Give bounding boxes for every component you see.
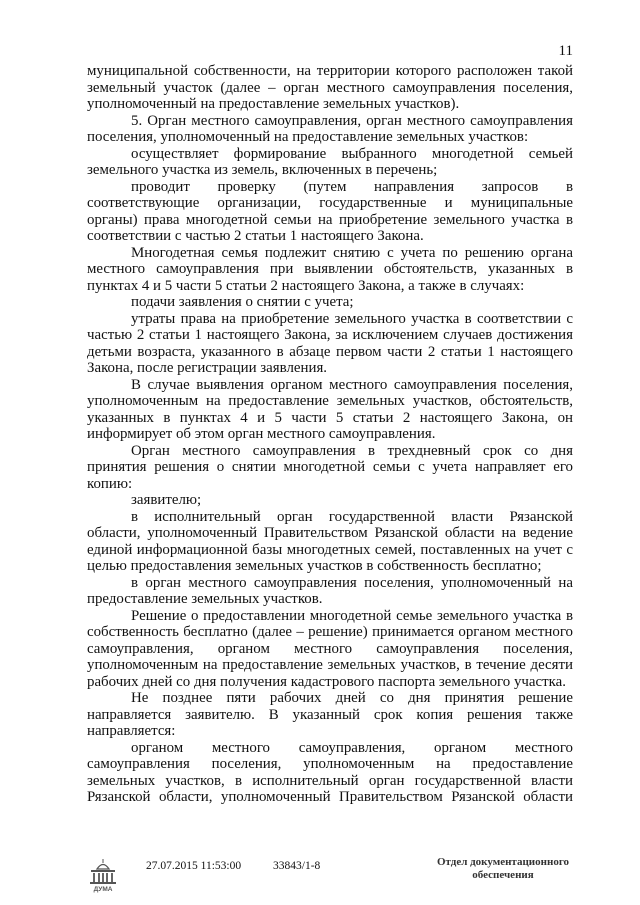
- text-line: Многодетная семья подлежит снятию с учета по решению органа: [131, 244, 573, 261]
- text-line: 5. Орган местного самоуправления, орган местного самоуправления: [131, 112, 573, 129]
- text-line: Решение о предоставлении многодетной семье земельного участка в: [131, 607, 573, 624]
- text-line: направляется:: [87, 723, 176, 739]
- text-line: пунктах 4 и 5 части 5 статьи 2 настоящего Закона, а также в случаях:: [87, 277, 525, 294]
- text-line: соответствующие организации, государственные и муниципальные: [87, 195, 573, 211]
- footer-reg-number: 33843/1-8: [273, 860, 321, 872]
- text-line: направляется заявителю. В указанный срок копия решения также: [87, 706, 573, 723]
- text-line: самоуправления поселения, уполномоченным на предоставление: [87, 756, 573, 772]
- text-line: Не позднее пяти рабочих дней со дня принятия решение: [131, 690, 573, 706]
- text-line: уполномоченным на предоставление земельных участков, в течение десяти: [87, 657, 573, 673]
- text-line: рабочих дней со дня получения кадастрового паспорта земельного участка.: [87, 673, 566, 690]
- text-line: уполномоченным на предоставление земельных участков, обстоятельств,: [87, 393, 573, 409]
- text-line: самоуправления, органом местного самоуправления поселения,: [87, 640, 573, 657]
- text-line: подачи заявления о снятии с учета;: [131, 294, 354, 310]
- text-line: области, уполномоченный Правительством Рязанской области на ведение: [87, 525, 573, 541]
- logo-text: ДУМА: [93, 886, 113, 893]
- text-line: поселения, уполномоченный на предоставление земельных участков:: [87, 129, 529, 145]
- document-body: [87, 63, 573, 806]
- text-line: собственность бесплатно (далее – решение) принимается органом местного: [87, 624, 573, 640]
- text-line: земельных участков, в исполнительный орган государственной власти: [87, 772, 573, 789]
- text-line: органом местного самоуправления, органом местного: [131, 739, 573, 756]
- text-line: в орган местного самоуправления поселения, уполномоченный на: [131, 574, 573, 591]
- text-line: проводит проверку (путем направления запросов в: [131, 178, 573, 195]
- text-line: указанных в пунктах 4 и 5 части 5 статьи 2 настоящего Закона, он: [87, 409, 573, 426]
- text-line: Рязанской области, уполномоченный Правительством Рязанской области: [87, 789, 573, 805]
- text-line: соответствии с частью 2 статьи 1 настоящего Закона.: [87, 228, 424, 244]
- text-line: Закона, после регистрации заявления.: [87, 360, 328, 376]
- text-line: детьми возраста, указанного в абзаце первом части 2 статьи 1 настоящего: [87, 343, 573, 360]
- text-line: предоставление земельных участков.: [87, 591, 323, 607]
- text-line: осуществляет формирование выбранного многодетной семьей: [131, 145, 573, 162]
- text-line: земельного участка из земель, включенных в перечень;: [87, 162, 438, 178]
- text-line: единой информационной базы многодетных семей, поставленных на учет с: [87, 541, 573, 558]
- text-line: местного самоуправления при выявлении обстоятельств, указанных в: [87, 261, 573, 277]
- text-line: Орган местного самоуправления в трехдневный срок со дня: [131, 442, 573, 459]
- text-line: муниципальной собственности, на территории которого расположен такой: [87, 63, 573, 79]
- text-line: частью 2 статьи 1 настоящего Закона, за исключением случаев достижения: [87, 327, 573, 343]
- text-line: утраты права на приобретение земельного участка в соответствии с: [131, 310, 573, 327]
- text-line: уполномоченный на предоставление земельных участков).: [87, 96, 460, 112]
- text-line: в исполнительный орган государственной власти Рязанской: [131, 508, 573, 525]
- page-number: 11: [558, 43, 573, 59]
- text-line: копию:: [87, 475, 133, 492]
- text-line: целью предоставления земельных участков в собственность бесплатно;: [87, 558, 542, 574]
- text-line: информирует об этом орган местного самоуправления.: [87, 426, 436, 442]
- text-line: В случае выявления органом местного самоуправления поселения,: [131, 376, 573, 393]
- footer-department: Отдел документационного обеспечения: [436, 856, 570, 881]
- text-line: земельный участок (далее – орган местного самоуправления поселения,: [87, 79, 573, 96]
- text-line: органы) права многодетной семьи на приобретение земельного участка в: [87, 211, 573, 228]
- footer-datetime: 27.07.2015 11:53:00: [146, 860, 242, 872]
- text-line: заявителю;: [131, 492, 202, 508]
- duma-building-icon: [85, 857, 121, 893]
- text-line: принятия решения о снятии многодетной семьи с учета направляет его: [87, 459, 573, 475]
